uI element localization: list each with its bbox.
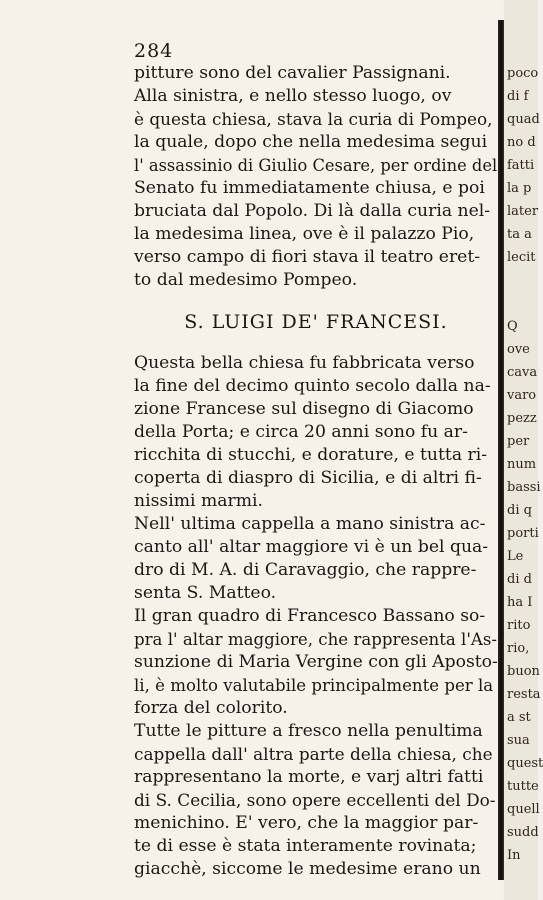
text-line: la quale, dopo che nella medesima segui [134,132,488,152]
text-line: bruciata dal Popolo. Di là dalla curia nel- [134,201,491,221]
right-page-fragment: pezz [507,411,537,426]
right-page-fragment [507,292,538,315]
right-page-fragment: porti [507,526,539,541]
section-heading: S. LUIGI DE' FRANCESI. [184,311,448,333]
right-page-fragment [507,269,538,292]
right-page-fragment: rio, [507,641,530,656]
right-page-fragment: quest [507,756,543,771]
text-line: la fine del decimo quinto secolo dalla na- [134,376,491,396]
text-line: te di esse è stata interamente rovinata; [134,836,477,856]
right-page-fragment: Q [507,319,518,334]
right-page-fragment: bassi [507,480,541,495]
right-page-fragment: di d [507,572,532,587]
text-line: Senato fu immediatamente chiusa, e poi [134,178,485,198]
right-page-fragment: cava [507,365,538,380]
text-line: coperta di diaspro di Sicilia, e di altri fi- [134,468,482,488]
right-page-fragment: In [507,848,521,863]
text-line: forza del colorito. [134,698,288,718]
text-line: la medesima linea, ove è il palazzo Pio, [134,224,475,244]
right-page-fragment: ta a [507,227,532,242]
text-line: pra l' altar maggiore, che rappresenta l'As- [134,630,498,649]
right-page-text-fragments [507,62,543,867]
right-page-fragment: a st [507,710,531,725]
right-page-fragment: Le [507,549,524,564]
right-page-fragment: sua [507,733,530,748]
text-line: Il gran quadro di Francesco Bassano so- [134,606,486,626]
right-page-fragment: di f [507,89,529,104]
text-line: to dal medesimo Pompeo. [134,270,358,290]
text-line: pitture sono del cavalier Passignani. [134,63,451,83]
right-page-fragment: ove [507,342,530,357]
text-line: l' assassinio di Giulio Cesare, per ordine del [134,156,498,175]
right-page-fragment: sudd [507,825,539,840]
text-line: cappella dall' altra parte della chiesa, che [134,744,493,764]
text-line: rappresentano la morte, e varj altri fatti [134,767,484,787]
right-page-fragment: per [507,434,530,449]
text-line: zione Francese sul disegno di Giacomo [134,399,474,419]
text-line: senta S. Matteo. [134,583,277,603]
right-page-fragment: quad [507,112,540,127]
text-line: Questa bella chiesa fu fabbricata verso [134,353,475,373]
text-line: di S. Cecilia, sono opere eccellenti del Do- [134,790,496,810]
text-line: sunzione di Maria Vergine con gli Aposto- [134,652,498,672]
text-line: ricchita di stucchi, e dorature, e tutta ri- [134,445,488,465]
right-page-fragment: buon [507,664,540,679]
text-line: della Porta; e circa 20 anni sono fu ar- [134,422,468,442]
right-page-fragment: rito [507,618,531,633]
right-page-fragment: resta [507,687,541,702]
text-line: nissimi marmi. [134,491,263,511]
text-line: Nell' ultima cappella a mano sinistra ac- [134,514,486,534]
right-page-fragment: di q [507,503,532,518]
text-line: li, è molto valutabile principalmente per la [134,676,494,695]
right-page-fragment: varo [507,388,537,403]
right-page-fragment: poco [507,66,539,81]
right-page-fragment: lecit [507,250,536,265]
text-line: dro di M. A. di Caravaggio, che rappre- [134,560,477,580]
right-page-fragment: la p [507,181,532,196]
text-line: giacchè, siccome le medesime erano un [134,859,481,879]
text-line: menichino. E' vero, che la maggior par- [134,813,479,833]
right-page-fragment: later [507,204,539,219]
right-page-fragment: tutte [507,779,539,794]
text-line: Alla sinistra, e nello stesso luogo, ov [134,86,452,106]
right-page-fragment: quell [507,802,540,817]
text-line: Tutte le pitture a fresco nella penultima [134,721,483,741]
text-line: verso campo di fiori stava il teatro eret- [134,247,481,267]
text-line: canto all' altar maggiore vi è un bel qua- [134,537,489,557]
right-page-fragment: no d [507,135,536,150]
right-page-fragment: fatti [507,158,535,173]
page-number: 284 [134,40,174,62]
left-page-text [134,62,498,881]
right-page-fragment: ha I [507,595,533,610]
right-page-fragment: num [507,457,537,472]
text-line: è questa chiesa, stava la curia di Pompeo, [134,109,493,129]
